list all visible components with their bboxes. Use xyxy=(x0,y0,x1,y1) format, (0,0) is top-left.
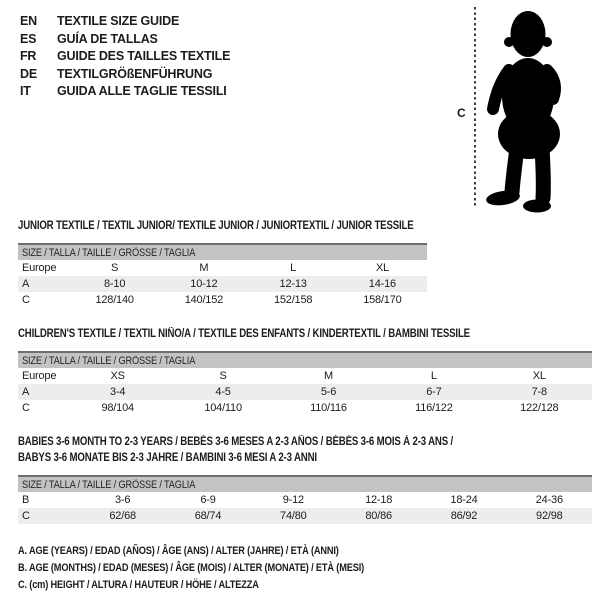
row-label: Europe xyxy=(22,262,57,274)
row-label: Europe xyxy=(22,370,57,382)
language-code: DE xyxy=(20,66,37,81)
size-tables-area xyxy=(18,218,592,594)
row-label: C xyxy=(22,294,30,306)
size-table-section xyxy=(18,434,592,524)
legend-line xyxy=(18,560,592,577)
table-size-header-text: SIZE / TALLA / TAILLE / GRÖSSE / TAGLIA xyxy=(22,478,196,491)
legend xyxy=(18,543,592,594)
language-title: GUIDA ALLE TAGLIE TESSILI xyxy=(57,84,227,98)
legend-line-text: B. AGE (MONTHS) / EDAD (MESES) / ÂGE (MOIS) / ALTER (MONATE) / ETÀ (MESI) xyxy=(18,562,365,574)
size-value: 12-18 xyxy=(365,494,393,506)
baby-silhouette-icon xyxy=(482,8,574,214)
size-value: 6-9 xyxy=(200,494,216,506)
height-dashed-line xyxy=(474,7,476,207)
language-code: ES xyxy=(20,31,37,46)
table-title xyxy=(18,450,592,466)
table-title xyxy=(18,434,592,450)
size-value: 10-12 xyxy=(190,278,218,290)
size-value: 128/140 xyxy=(95,294,134,306)
table-row xyxy=(18,276,427,292)
size-value: 8-10 xyxy=(104,278,126,290)
size-value: 4-5 xyxy=(215,386,231,398)
legend-line-text: C. (cm) HEIGHT / ALTURA / HAUTEUR / HÖHE / ALTEZZA xyxy=(18,579,259,591)
table-size-header-row xyxy=(18,352,592,368)
size-value: 14-16 xyxy=(368,278,396,290)
size-table xyxy=(18,243,427,308)
language-title: GUÍA DE TALLAS xyxy=(57,31,158,46)
language-row xyxy=(20,66,230,84)
language-row xyxy=(20,48,230,66)
size-value: XS xyxy=(110,370,125,382)
table-size-header xyxy=(18,352,592,368)
table-title xyxy=(18,326,592,342)
size-value: 18-24 xyxy=(450,494,478,506)
size-value: 9-12 xyxy=(282,494,304,506)
legend-line-text: A. AGE (YEARS) / EDAD (AÑOS) / ÂGE (ANS) / ALTER (JAHRE) / ETÀ (ANNI) xyxy=(18,545,339,557)
legend-line xyxy=(18,577,592,594)
size-value: 74/80 xyxy=(280,510,307,522)
table-row xyxy=(18,384,592,400)
language-list xyxy=(20,13,230,101)
size-value: 6-7 xyxy=(426,386,442,398)
legend-line xyxy=(18,543,592,560)
table-size-header-text: SIZE / TALLA / TAILLE / GRÖSSE / TAGLIA xyxy=(22,354,196,367)
row-label: C xyxy=(22,402,30,414)
table-size-header-row xyxy=(18,244,427,260)
language-title: TEXTILGRÖßENFÜHRUNG xyxy=(57,66,213,81)
row-label: C xyxy=(22,510,30,522)
size-value: 122/128 xyxy=(520,402,559,414)
row-label: A xyxy=(22,278,30,290)
language-code: FR xyxy=(20,49,37,63)
size-value: M xyxy=(323,370,333,382)
size-value: 86/92 xyxy=(450,510,478,522)
size-value: 62/68 xyxy=(109,510,136,522)
table-title-text: BABIES 3-6 MONTH TO 2-3 YEARS / BEBÉS 3-6 MESES A 2-3 AÑOS / BÉBÉS 3-6 MOIS À 2-3 ANS / xyxy=(18,436,454,448)
table-row xyxy=(18,492,592,508)
size-value: 24-36 xyxy=(535,494,563,506)
size-value: 152/158 xyxy=(273,294,313,306)
size-value: 140/152 xyxy=(184,294,224,306)
size-value: 98/104 xyxy=(101,402,134,414)
table-row xyxy=(18,400,592,416)
size-table xyxy=(18,475,592,524)
size-value: S xyxy=(219,370,227,382)
size-table-section xyxy=(18,326,592,416)
row-label: B xyxy=(22,494,30,506)
language-row xyxy=(20,13,230,31)
size-value: S xyxy=(111,262,119,274)
language-title: GUIDE DES TAILLES TEXTILE xyxy=(57,49,231,63)
size-value: 110/116 xyxy=(310,402,347,414)
table-size-header-text: SIZE / TALLA / TAILLE / GRÖSSE / TAGLIA xyxy=(22,246,196,259)
language-title: TEXTILE SIZE GUIDE xyxy=(57,14,180,28)
size-value: XL xyxy=(375,262,389,274)
table-row xyxy=(18,260,427,276)
row-label: A xyxy=(22,386,30,398)
size-value: 92/98 xyxy=(536,510,563,522)
language-code: EN xyxy=(20,14,37,28)
table-title-text: JUNIOR TEXTILE / TEXTIL JUNIOR/ TEXTILE JUNIOR / JUNIORTEXTIL / JUNIOR TESSILE xyxy=(18,220,414,232)
table-size-header-row xyxy=(18,476,592,492)
table-row xyxy=(18,368,592,384)
table-size-header xyxy=(18,244,427,260)
size-tables xyxy=(18,218,592,524)
size-value: 12-13 xyxy=(279,278,307,290)
size-value: L xyxy=(430,370,437,382)
table-size-header xyxy=(18,476,592,492)
size-table xyxy=(18,351,592,416)
size-value: M xyxy=(199,262,209,274)
size-value: 158/170 xyxy=(363,294,402,306)
size-value: 7-8 xyxy=(531,386,547,398)
table-title-text: BABYS 3-6 MONATE BIS 2-3 JAHRE / BAMBINI 3-6 MESI A 2-3 ANNI xyxy=(18,452,317,464)
table-title-text: CHILDREN'S TEXTILE / TEXTIL NIÑO/A / TEXTILE DES ENFANTS / KINDERTEXTIL / BAMBINI TESSILE xyxy=(18,328,470,340)
size-value: L xyxy=(290,262,297,274)
size-value: 104/110 xyxy=(204,402,242,414)
size-value: 116/122 xyxy=(415,402,453,414)
size-value: 5-6 xyxy=(320,386,337,398)
size-value: 3-4 xyxy=(110,386,126,398)
height-c-label: C xyxy=(457,106,466,120)
table-row xyxy=(18,508,592,524)
size-value: XL xyxy=(532,370,546,382)
table-row xyxy=(18,292,427,308)
language-code: IT xyxy=(20,84,31,98)
table-title xyxy=(18,218,592,234)
size-table-section xyxy=(18,218,592,308)
language-row xyxy=(20,83,230,101)
size-value: 3-6 xyxy=(115,494,131,506)
size-value: 68/74 xyxy=(194,510,222,522)
language-row xyxy=(20,31,230,49)
size-value: 80/86 xyxy=(365,510,392,522)
